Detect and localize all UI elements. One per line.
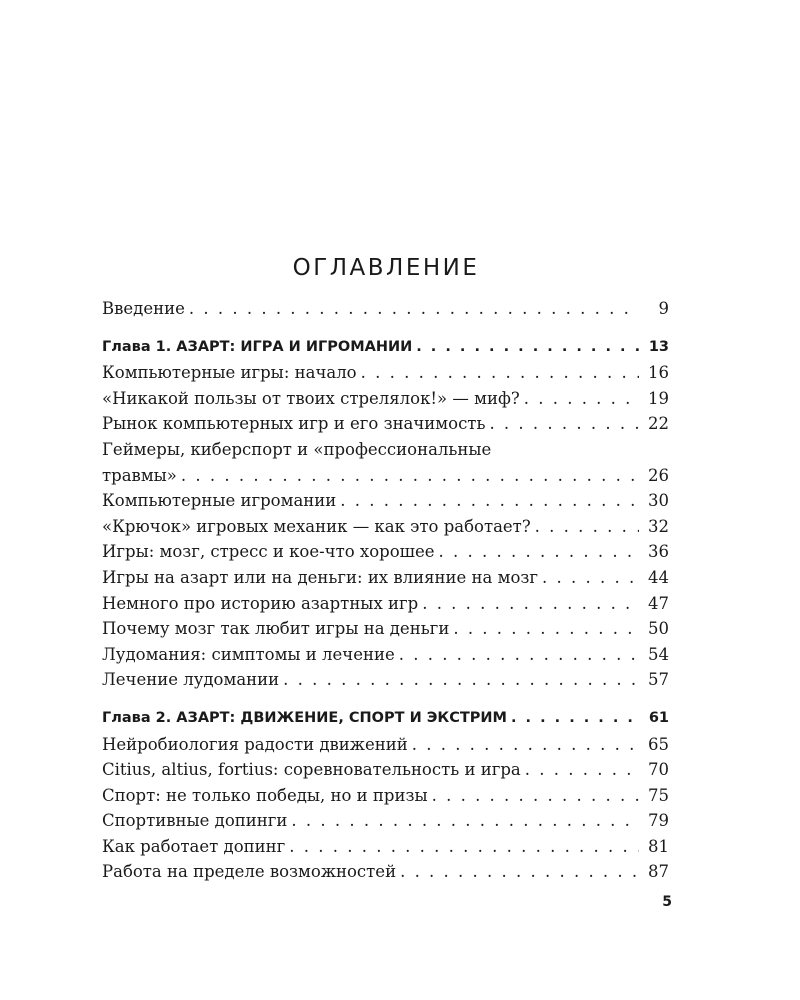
toc-entry-line-2[interactable]	[102, 463, 669, 489]
toc-entry-page: 47	[648, 593, 669, 613]
toc-entry-label: Лудомания: симптомы и лечение	[102, 644, 395, 664]
toc-chapter-2[interactable]	[102, 706, 669, 732]
toc-entry-label: Компьютерные игры: начало	[102, 363, 357, 383]
leader-dots	[361, 360, 639, 386]
toc-entry-page: 32	[648, 516, 669, 536]
leader-dots	[439, 539, 639, 565]
leader-dots	[399, 642, 639, 668]
toc-entry[interactable]	[102, 488, 669, 514]
leader-dots	[289, 834, 639, 860]
toc-entry-page: 22	[648, 414, 669, 434]
toc-entry[interactable]	[102, 859, 669, 885]
toc-entry-page: 65	[648, 734, 669, 754]
table-of-contents	[102, 296, 669, 885]
toc-entry-introduction[interactable]	[102, 296, 669, 322]
toc-entry-page: 75	[648, 785, 669, 805]
toc-entry[interactable]	[102, 642, 669, 668]
toc-entry-label: травмы»	[102, 465, 177, 485]
toc-entry[interactable]	[102, 539, 669, 565]
toc-entry-page: 50	[648, 619, 669, 639]
leader-dots	[181, 463, 639, 489]
toc-entry[interactable]	[102, 411, 669, 437]
toc-entry-label: Спорт: не только победы, но и призы	[102, 785, 428, 805]
toc-entry-page: 16	[648, 363, 669, 383]
toc-entry[interactable]	[102, 386, 669, 412]
leader-dots	[535, 514, 639, 540]
toc-entry[interactable]	[102, 667, 669, 693]
toc-entry-label: Немного про историю азартных игр	[102, 593, 419, 613]
toc-entry-label: Почему мозг так любит игры на деньги	[102, 619, 450, 639]
toc-entry-page: 44	[648, 567, 669, 587]
toc-entry[interactable]	[102, 732, 669, 758]
toc-entry-page: 81	[648, 836, 669, 856]
toc-entry-page: 87	[648, 862, 669, 882]
toc-entry-label: Игры на азарт или на деньги: их влияние на мозг	[102, 567, 539, 587]
toc-entry[interactable]	[102, 591, 669, 617]
leader-dots	[291, 808, 639, 834]
leader-dots	[416, 335, 639, 361]
toc-entry[interactable]	[102, 616, 669, 642]
toc-entry-label: Работа на пределе возможностей	[102, 862, 397, 882]
leader-dots	[524, 386, 639, 412]
toc-entry-label: Геймеры, киберспорт и «профессиональные	[102, 439, 492, 459]
toc-entry-label: Рынок компьютерных игр и его значимость	[102, 414, 486, 434]
page-title: ОГЛАВЛЕНИЕ	[292, 255, 480, 282]
leader-dots	[453, 616, 639, 642]
toc-entry-label: Citius, altius, fortius: соревновательность и игра	[102, 760, 521, 780]
toc-chapter-label: Глава 1. АЗАРТ: ИГРА И ИГРОМАНИИ	[102, 338, 413, 355]
toc-entry-label: «Никакой пользы от твоих стрелялок!» — миф?	[102, 388, 520, 408]
toc-entry[interactable]	[102, 783, 669, 809]
toc-entry-label: Игры: мозг, стресс и кое-что хорошее	[102, 542, 435, 562]
toc-entry-label: Нейробиология радости движений	[102, 734, 408, 754]
toc-entry[interactable]	[102, 834, 669, 860]
toc-entry-label: Спортивные допинги	[102, 811, 288, 831]
leader-dots	[432, 783, 639, 809]
toc-entry-label: «Крючок» игровых механик — как это работает?	[102, 516, 531, 536]
toc-entry-page: 30	[648, 491, 669, 511]
toc-entry-page: 70	[648, 760, 669, 780]
toc-entry-page: 79	[648, 811, 669, 831]
leader-dots	[400, 859, 639, 885]
toc-entry[interactable]	[102, 565, 669, 591]
toc-entry[interactable]	[102, 808, 669, 834]
toc-chapter-page: 13	[648, 338, 669, 355]
toc-entry-label: Введение	[102, 299, 185, 318]
leader-dots	[525, 757, 639, 783]
toc-entry-line-1[interactable]	[102, 437, 669, 463]
toc-chapter-label: Глава 2. АЗАРТ: ДВИЖЕНИЕ, СПОРТ И ЭКСТРИМ	[102, 709, 507, 726]
toc-entry-page: 36	[648, 542, 669, 562]
leader-dots	[189, 296, 639, 322]
toc-entry[interactable]	[102, 757, 669, 783]
toc-entry-label: Компьютерные игромании	[102, 491, 337, 511]
leader-dots	[340, 488, 639, 514]
toc-chapter-1[interactable]	[102, 335, 669, 361]
leader-dots	[489, 411, 639, 437]
page-number: 5	[662, 894, 672, 910]
toc-entry[interactable]	[102, 360, 669, 386]
toc-entry-page: 57	[648, 670, 669, 690]
leader-dots	[422, 591, 639, 617]
toc-entry-label: Как работает допинг	[102, 836, 286, 856]
leader-dots	[511, 706, 639, 732]
toc-entry-page: 26	[648, 465, 669, 485]
leader-dots	[412, 732, 639, 758]
toc-entry-page: 54	[648, 644, 669, 664]
toc-entry[interactable]	[102, 514, 669, 540]
toc-entry-label: Лечение лудомании	[102, 670, 280, 690]
toc-entry-page: 9	[658, 299, 669, 318]
toc-chapter-page: 61	[648, 709, 669, 726]
toc-entry-page: 19	[648, 388, 669, 408]
leader-dots	[283, 667, 639, 693]
leader-dots	[542, 565, 639, 591]
